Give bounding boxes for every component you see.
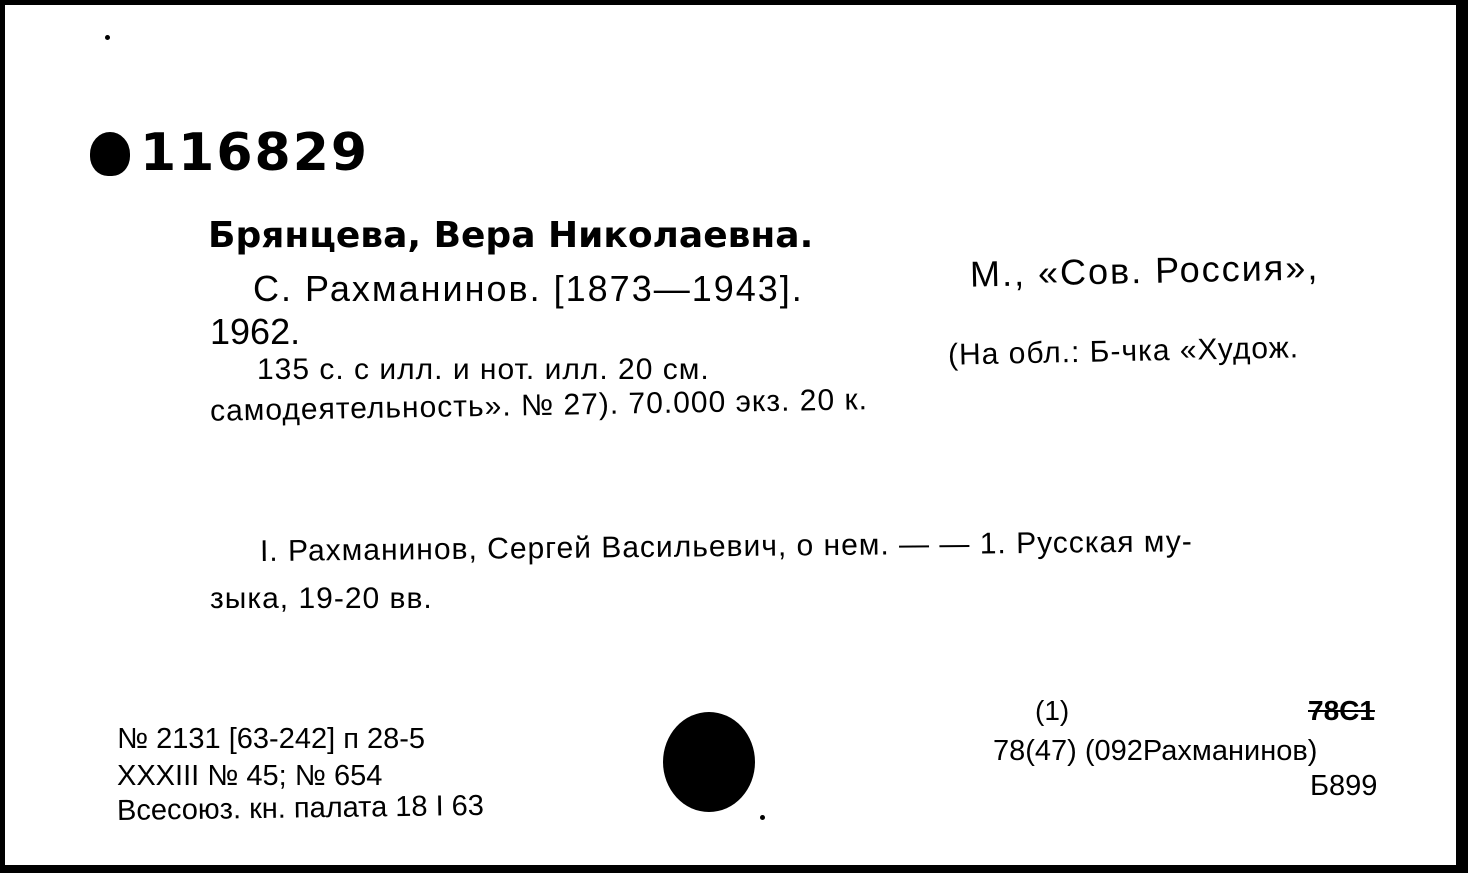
author-heading: Брянцева, Вера Николаевна. bbox=[208, 215, 814, 256]
speck bbox=[105, 35, 110, 40]
title-line: С. Рахманинов. [1873—1943]. bbox=[253, 268, 804, 309]
stamp-mark bbox=[90, 132, 130, 176]
physical-description: 135 с. с илл. и нот. илл. 20 см. bbox=[257, 353, 710, 386]
year: 1962. bbox=[210, 311, 301, 352]
series-note: (На обл.: Б-чка «Худож. bbox=[947, 331, 1300, 372]
registry-chronicle: XXXIII № 45; № 654 bbox=[117, 760, 383, 792]
cutter-number: Б899 bbox=[1310, 770, 1378, 802]
catalog-card bbox=[5, 5, 1456, 865]
registry-number: № 2131 [63-242] п 28-5 bbox=[117, 723, 426, 755]
series-note-continued: самодеятельность». № 27). 70.000 экз. 20 к. bbox=[209, 383, 869, 428]
class-code-struck: 78С1 bbox=[1308, 695, 1375, 726]
publisher-line: М., «Сов. Россия», bbox=[969, 246, 1320, 295]
subject-headings: I. Рахманинов, Сергей Васильевич, о нем. — — 1. Русская му- bbox=[259, 525, 1193, 568]
speck bbox=[760, 815, 765, 820]
registry-issuer: Всесоюз. кн. палата 18 I 63 bbox=[116, 789, 485, 827]
class-mark: (1) bbox=[1035, 695, 1070, 726]
classification-index: 78(47) (092Рахманинов) bbox=[993, 735, 1318, 767]
punch-hole bbox=[663, 712, 755, 812]
inventory-number: 116829 bbox=[90, 123, 369, 183]
subject-headings-continued: зыка, 19-20 вв. bbox=[210, 582, 433, 615]
